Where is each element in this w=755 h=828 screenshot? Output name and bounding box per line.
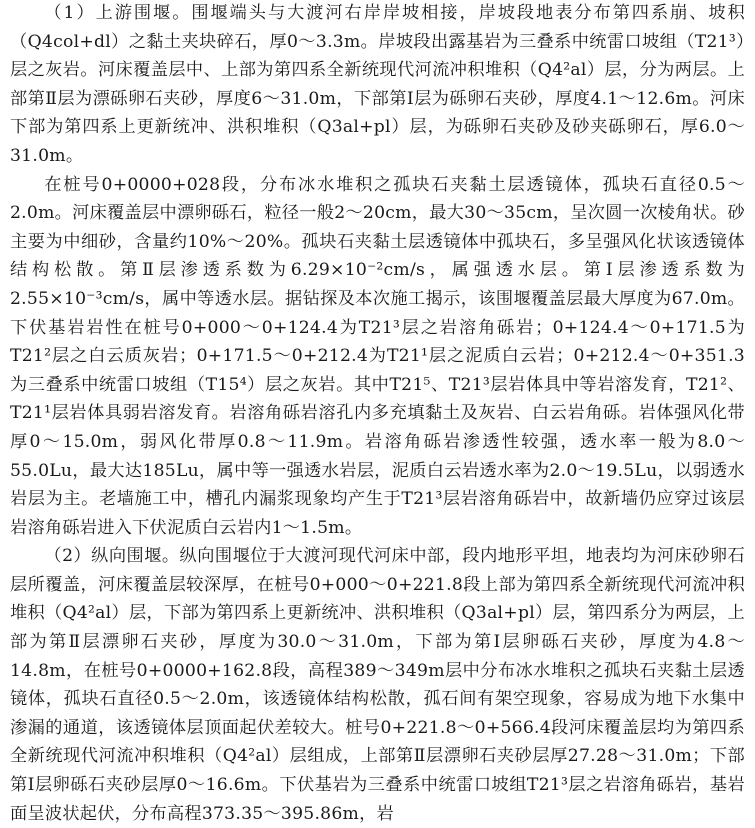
paragraph-lens-and-bedrock: 在桩号0+0000+028段，分布冰水堆积之孤块石夹黏土层透镜体，孤块石直径0.5～2.0m。河床覆盖层中漂卵砾石，粒径一般2～20cm，最大30～35cm，呈次圆一次棱角状。砂主要为中细砂，含量约10%～20%。孤块石夹黏土层透镜体中孤块石，多呈强风化状该透镜体结构松散。第Ⅱ层渗透系数为6.29×10⁻²cm/s，属强透水层。第Ⅰ层渗透系数为2.55×10⁻³cm/s，属中等透水层。据钻探及本次施工揭示，该围堰覆盖层最大厚度为67.0m。下伏基岩岩性在桩号0+000～0+124.4为T21³层之岩溶角砾岩；0+124.4～0+171.5为T21²层之白云质灰岩；0+171.5～0+212.4为T21¹层之泥质白云岩；0+212.4～0+351.3为三叠系中统雷口坡组（T15⁴）层之灰岩。其中T21⁵、T21³层岩体具中等岩溶发育，T21²、T21¹层岩体具弱岩溶发育。岩溶角砾岩溶孔内多充填黏土及灰岩、白云岩角砾。岩体强风化带厚0～15.0m，弱风化带厚0.8～11.9m。岩溶角砾岩渗透性较强，透水率一般为8.0～55.0Lu，最大达185Lu，属中等一强透水岩层，泥质白云岩透水率为2.0～19.5Lu，以弱透水岩层为主。老墙施工中，槽孔内漏浆现象均产生于T21³层岩溶角砾岩中，故新墙仍应穿过该层岩溶角砾岩进入下伏泥质白云岩内1～1.5m。 [10, 174, 745, 538]
paragraph-upstream-cofferdam: （1）上游围堰。围堰端头与大渡河右岸岸坡相接，岸坡段地表分布第四系崩、坡积（Q4col+dl）之黏土夹块碎石，厚0～3.3m。岸坡段出露基岩为三叠系中统雷口坡组（T21³）层之灰岩。河床覆盖层中、上部为第四系全新统现代河流冲积堆积（Q4²al）层，分为两层。上部第Ⅱ层为漂砾卵石夹砂，厚度6～31.0m，下部第Ⅰ层为砾卵石夹砂，厚度4.1～12.6m。河床下部为第四系上更新统冲、洪积堆积（Q3al+pl）层，为砾卵石夹砂及砂夹砾卵石，厚6.0～31.0m。 [10, 3, 745, 166]
paragraph-longitudinal-cofferdam: （2）纵向围堰。纵向围堰位于大渡河现代河床中部，段内地形平坦，地表均为河床砂卵石层所覆盖，河床覆盖层较深厚，在桩号0+000～0+221.8段上部为第四系全新统现代河流冲积堆积（Q4²al）层，下部为第四系上更新统冲、洪积堆积（Q3al+pl）层，第四系分为两层，上部为第Ⅱ层漂卵石夹砂，厚度为30.0～31.0m，下部为第Ⅰ层卵砾石夹砂，厚度为4.8～14.8m，在桩号0+0000+162.8段，高程389～349m层中分布冰水堆积之孤块石夹黏土层透镜体，孤块石直径0.5～2.0m，该透镜体结构松散，孤石间有架空现象，容易成为地下水集中渗漏的通道，该透镜体层顶面起伏差较大。桩号0+221.8～0+566.4段河床覆盖层均为第四系全新统现代河流冲积堆积（Q4²al）层组成，上部第Ⅱ层漂卵石夹砂层厚27.28～31.0m；下部第Ⅰ层卵砾石夹砂层厚0～16.6m。下伏基岩为三叠系中统雷口坡组T21³层之岩溶角砾岩，基岩面呈波状起伏，分布高程373.35～395.86m，岩 [10, 546, 745, 824]
